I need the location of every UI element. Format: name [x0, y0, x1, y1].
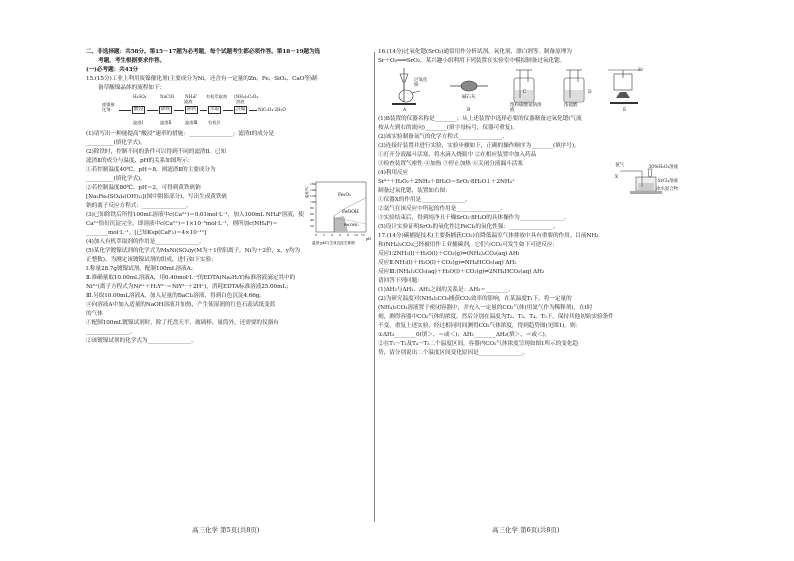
y-tick: 20: [310, 224, 314, 228]
y-tick: 60: [310, 212, 314, 216]
text-line: 请回答下列问题：: [378, 278, 423, 284]
text-line: (4)加入有机萃取剂的作用是________________。: [86, 239, 205, 245]
flow-waste: 滤渣Ⅱ: [160, 120, 172, 125]
y-tick: 120: [310, 194, 316, 198]
flow-arrow: [174, 110, 184, 111]
flow-waste: 有机层: [208, 120, 221, 125]
flow-arrow: [249, 110, 257, 111]
apparatus-label: 碱石灰: [462, 95, 476, 100]
text-line: ②在T₁～T₂及T₄～T₅二个温度区间，容器内CO₂气体浓度呈现如图1所示的变化趋: [378, 341, 579, 347]
flow-reagent: (NH₄)₂C₂O₄: [234, 94, 258, 99]
flow-step: 除铁: [161, 107, 171, 112]
flow-waste: 滤渣Ⅲ: [185, 120, 198, 125]
apparatus-label: 浓硫酸: [564, 103, 578, 108]
flow-reagent-sub: 溶液: [236, 99, 245, 104]
region-label: FeOOH: [342, 210, 359, 215]
text-line: ________mol·L⁻¹。[已知Ksp(CaF₂)＝4×10⁻¹¹]: [86, 230, 207, 236]
apparatus-d: [564, 70, 584, 102]
x-tick: 8: [347, 233, 349, 237]
fig-label: 氨气: [615, 163, 624, 168]
text-line: ③实验结束后，得到纯净且干燥SrO₂·8H₂O的具体操作为________________。: [378, 215, 570, 221]
fig-label: 冰水混合物: [656, 187, 678, 192]
flow-arrow: [147, 110, 158, 111]
text-line: 滤渣Ⅱ的成分与温度、pH的关系如图所示：: [86, 158, 194, 164]
text-line: 不变，重复上述实验，经过相同时间测得CO₂气体浓度，得到趋势图(见图1)。则：: [378, 323, 582, 329]
section-heading: 二、非选择题：共58分。第15－17题为必考题，每个试题考生都必须作答。第18－19题为选: [86, 49, 321, 55]
text-line: __________(填化学式)。: [86, 140, 146, 146]
text-line: ②该镀镍试剂的化学式为________________。: [86, 338, 197, 344]
question-17: 17.(14分)碳捕捉技术(主要指捕获CO₂)在降低温室气体排放中具有重要的作用。目前NH₃: [378, 233, 599, 239]
apparatus-label: 过氧化钠: [414, 78, 428, 88]
text-line: ①若控制温度40℃、pH＝8，则滤渣Ⅱ的主要成分为: [86, 167, 216, 173]
fig-label: 30%H₂O₂溶液: [648, 165, 678, 170]
text-line: (5)某化学镀镍试剂的化学式为MxNi(SO₄)y(M为＋1价阳离子，Ni为＋2价，x、y均为: [86, 248, 301, 254]
flow-reagent: NH₄F: [185, 94, 197, 99]
flow-reagent: H₂SO₄: [133, 94, 147, 99]
x-tick: 10: [354, 233, 358, 237]
text-line: ①仪器X的作用是________________。: [378, 197, 471, 203]
text-line: (NH₄)₂CO₃溶液置于密闭容器中，并充入一定量的CO₂气体(用氮气作为稀释剂)，在t时: [378, 305, 593, 311]
x-tick: 0: [315, 233, 317, 237]
apparatus-label: Sr: [638, 68, 644, 73]
y-tick: 40: [310, 218, 314, 222]
text-line: (1)请写出一种能提高“酸浸”速率的措施：________________；滤渣Ⅰ的成分是: [86, 131, 274, 137]
apparatus-row: [378, 66, 678, 114]
apparatus-letter: E: [623, 108, 627, 113]
flow-product: NiC₂O₄·2H₂O: [258, 107, 286, 112]
region-label: Fe(OH)₃: [344, 223, 359, 227]
x-tick: 4: [331, 233, 333, 237]
text-line: 按从左到右的流向)________(填字母标号，仪器可重复)。: [378, 125, 519, 131]
flow-step: 沉镍: [236, 107, 246, 112]
text-line: (3)已知除铁后所得100mL溶液中c(Ca²⁺)＝0.01mol·L⁻¹，加入100mL NH₄F溶液，使: [86, 212, 304, 218]
flow-reagent-sub: 滤液: [184, 99, 193, 104]
text-line: (5)设计实验证明SrO₂的氧化性比FeCl₃的氧化性强：________________。: [378, 224, 559, 230]
flow-step: 萃取: [210, 107, 220, 112]
text-line: 备草酸镍晶体的流程如下：: [98, 85, 166, 91]
apparatus-e: [608, 70, 640, 104]
temperature-ph-graph: [304, 180, 370, 246]
text-line: Ni²⁺(离子方程式为Ni²⁺＋H₂Y²⁻＝NiY²⁻＋2H⁺)，消耗EDTA标准溶液25.00mL；: [86, 284, 292, 290]
page-footer-right: 高三化学 第6页(共8页): [492, 526, 560, 534]
text-line: 考题，考生根据要求作答。: [98, 58, 166, 64]
text-line: Ⅲ.另取10.00mL溶液A，加入足量的BaCl₂溶液，得到白色沉淀4.66g。: [86, 293, 265, 299]
text-line: ②若控制温度80℃、pH＝2，可得到黄铁矾钠: [86, 185, 201, 191]
column-separator: [374, 52, 375, 522]
question-16: 16.(14分)过氧化锶(SrO₂)通常用作分析试剂、氧化剂、漂白剂等。制备原理为: [378, 49, 572, 55]
left-page: [86, 48, 372, 518]
text-line: (3)连接好装置并进行实验，实验步骤如下，正确的操作顺序为________(填序号)。: [378, 143, 580, 149]
text-line: Ⅱ.准确量取10.00mL溶液A，用0.40mol·L⁻¹的EDTA(Na₂H₂Y)标准溶液滴定其中的: [86, 275, 296, 281]
apparatus-letter: A: [403, 108, 407, 113]
text-line: Ca²⁺恰好沉淀完全，即溶液中c(Ca²⁺)＝1×10⁻⁵mol·L⁻¹，则所加c(NH₄F)＝: [86, 221, 278, 227]
apparatus-letter: C: [523, 90, 527, 95]
text-line: (1)ΔH₃与ΔH₁、ΔH₂之间的关系是：ΔH₃＝________。: [378, 287, 514, 293]
flow-raw: 废镍催化剂: [102, 102, 115, 112]
apparatus-label: 饱和碳酸氢钠溶液: [510, 103, 542, 113]
fig-label: X: [614, 175, 618, 180]
flow-arrow: [223, 110, 233, 111]
text-line: Sr＋O₂═══SrO₂。某兴趣小组利用下列装置在实验室中模拟制备过氧化锶。: [378, 58, 566, 64]
y-tick: 160: [310, 182, 316, 186]
text-line: ②氨气在该反应中所起的作用是________________。: [378, 206, 506, 212]
text-line: 势，请分别说出二个温度区间变化原因是________________。: [378, 350, 529, 356]
text-line: ________________。: [86, 329, 136, 335]
text-line: 制备过氧化锶，装置如右图：: [378, 188, 451, 194]
text-line: 反应Ⅲ:(NH₄)₂CO₃(aq)＋H₂O(l)＋CO₂(g)⇌2NH₄HCO₃(aq) ΔH₃: [378, 269, 545, 275]
text-line: ①配制100mL镀镍试剂时，除了托盘天平、玻璃棒、量筒外，还需要的仪器有: [86, 320, 279, 326]
flow-step: 酸浸: [134, 107, 144, 112]
graph-caption: 温度-pH与生成沉淀关系图: [312, 241, 355, 245]
text-line: Ⅰ.称量28.7g镀镍试剂，配制100mL溶液A；: [86, 266, 197, 272]
flow-reagent: 有机萃取剂: [206, 94, 227, 99]
text-line: (一)必考题：共43分: [86, 67, 139, 73]
process-flow: [86, 94, 372, 128]
text-line: ④向溶液A中加入适量的NaOH溶液并加热，产生使湿润的红色石蕊试纸变蓝: [86, 302, 276, 308]
text-line: ③检查装置气密性 ④加热 ⑤停止加热 ⑥关闭分液漏斗活塞: [378, 161, 523, 167]
text-line: 正整数)。为测定该镀镍试剂的组成，进行如下实验：: [86, 257, 217, 263]
text-line: (2)除铁时，控制不同的条件可以得到不同的滤渣Ⅱ。已知: [86, 149, 227, 155]
flow-step: 除钙: [187, 107, 197, 112]
flow-waste: 滤渣Ⅰ: [133, 120, 144, 125]
flow-arrow: [200, 110, 207, 111]
text-line: [Na₂Fe₆(SO₄)₄(OH)₁₂](图中阴影部分)，写出生成黄铁矾: [86, 194, 228, 200]
flow-reagent: NaClO: [160, 94, 175, 99]
x-tick: 6: [339, 233, 341, 237]
apparatus-c: [514, 70, 534, 102]
text-line: (2)为研究温度对(NH₄)₂CO₃捕获CO₂效率的影响，在某温度T₁下，将一定量的: [378, 296, 572, 302]
y-tick: 100: [310, 200, 316, 204]
text-line: __________(填化学式)。: [86, 176, 146, 182]
graph-ylabel: 温度/℃: [305, 186, 309, 198]
text-line: 和(NH₄)₂CO₃已经被用作工业捕碳剂，它们与CO₂可发生如下可逆反应：: [378, 242, 559, 248]
fig-label: SrCl₂溶液: [657, 179, 678, 184]
region-label: Fe₂O₃: [338, 193, 351, 198]
y-tick: 140: [310, 188, 316, 192]
question-15: 15.(15分)工业上利用废镍催化剂(主要成分为Ni，还含有一定量的Zn、Fe、SiO₂、CaO等)制: [86, 76, 318, 82]
text-line: 反应Ⅱ:NH₃(l)＋H₂O(l)＋CO₂(g)⇌NH₄HCO₃(aq) ΔH₂: [378, 260, 517, 266]
y-tick: 80: [310, 206, 314, 210]
text-line: 的气体: [86, 311, 103, 317]
text-line: ①ΔH₃________0(填＞、＝或＜)；ΔH₁________ΔH₂(填＞、＝或＜)。: [378, 332, 551, 338]
graph-xlabel: pH: [366, 237, 371, 241]
text-line: (1)B装置的仪器名称是________；从上述装置中选择必要的仪器制备过氧化锶(气流: [378, 116, 582, 122]
flow-arrow: [119, 110, 131, 111]
text-line: 钠的离子反应方程式：________________。: [86, 203, 192, 209]
right-page: [378, 48, 678, 518]
apparatus-letter: D: [588, 90, 592, 95]
apparatus-b: [450, 81, 488, 91]
text-line: ①打开分液漏斗活塞，将水滴入烧瓶中 ②在相应装置中加入药品: [378, 152, 537, 158]
text-line: Sr²⁺＋H₂O₂＋2NH₃＋8H₂O＝SrO₂·8H₂O↓＋2NH₄⁺: [378, 179, 515, 185]
text-line: 反应Ⅰ:2NH₃(l)＋H₂O(l)＋CO₂(g)⇌(NH₄)₂CO₃(aq) ΔH₁: [378, 251, 520, 257]
text-line: (4)利用反应: [378, 170, 409, 176]
text-line: (2)该实验制备氧气的化学方程式________________。: [378, 134, 508, 140]
page-footer-left: 高三化学 第5页(共8页): [192, 526, 260, 534]
apparatus-letter: B: [467, 108, 471, 113]
x-tick: 2: [323, 233, 325, 237]
text-line: 刻，测得容器中CO₂气体的浓度。然后分别在温度为T₂、T₃、T₄、T₅下，保持其他初始实验条件: [378, 314, 614, 320]
x-tick: 12: [361, 233, 365, 237]
